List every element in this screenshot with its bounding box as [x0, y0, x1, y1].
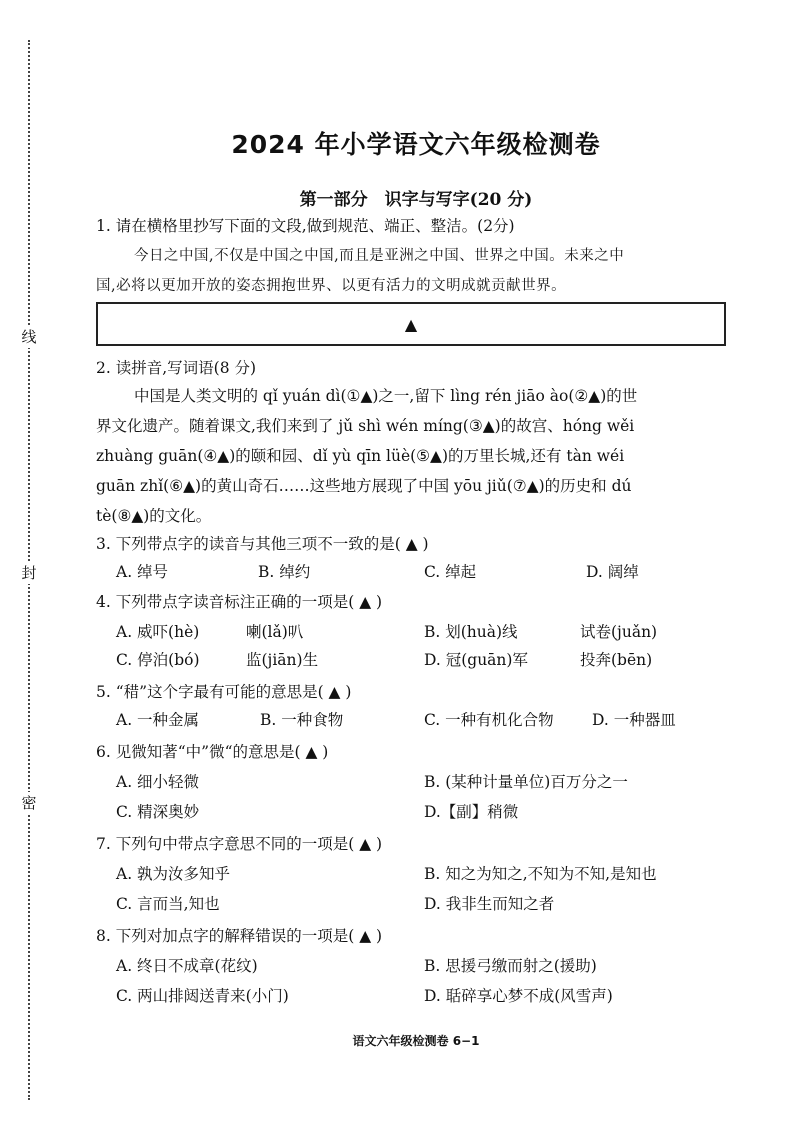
q6-option-a[interactable]: A. 细小轻微 — [116, 773, 200, 791]
q3-option-c[interactable]: C. 绰起 — [424, 563, 477, 581]
q8-stem: 8. 下列对加点字的解释错误的一项是( ▲ ) — [96, 927, 383, 945]
answer-placeholder-mark: ▲ — [404, 314, 418, 334]
q2-line-5: tè(⑧▲)的文化。 — [96, 507, 212, 525]
binding-label-line: 线 — [18, 326, 40, 348]
page-footer: 语文六年级检测卷 6−1 — [352, 1034, 480, 1048]
binding-label-secret: 密 — [18, 792, 40, 814]
q7-option-a[interactable]: A. 孰为汝多知乎 — [116, 865, 231, 883]
q5-option-a[interactable]: A. 一种金属 — [116, 711, 200, 729]
q8-option-b[interactable]: B. 思援弓缴而射之(援助) — [424, 957, 597, 975]
q3-option-b[interactable]: B. 绰约 — [258, 563, 311, 581]
q3-stem: 3. 下列带点字的读音与其他三项不一致的是( ▲ ) — [96, 535, 429, 553]
q2-line-2: 界文化遗产。随着课文,我们来到了 jǔ shì wén míng(③▲)的故宫、hóng wěi — [96, 417, 635, 435]
q5-option-b[interactable]: B. 一种食物 — [260, 711, 344, 729]
q1-answer-box[interactable] — [96, 302, 726, 346]
q6-option-b[interactable]: B. (某种计量单位)百万分之一 — [424, 773, 628, 791]
q4-option-a[interactable]: A. 威吓(hè) — [116, 623, 200, 641]
q8-option-c[interactable]: C. 两山排闼送青来(小门) — [116, 987, 289, 1005]
q6-option-d[interactable]: D.【副】稍微 — [424, 803, 519, 821]
q8-option-d[interactable]: D. 聒碎享心梦不成(风雪声) — [424, 987, 613, 1005]
q3-option-d[interactable]: D. 阔绰 — [586, 563, 639, 581]
q7-option-c[interactable]: C. 言而当,知也 — [116, 895, 220, 913]
q5-stem: 5. “稓”这个字最有可能的意思是( ▲ ) — [96, 683, 352, 701]
q4-option-d[interactable]: D. 冠(guān)军 — [424, 651, 528, 669]
q5-option-d[interactable]: D. 一种器皿 — [592, 711, 676, 729]
q6-stem: 6. 见微知著“中”微“的意思是( ▲ ) — [96, 743, 329, 761]
q1-passage-line1: 今日之中国,不仅是中国之中国,而且是亚洲之中国、世界之中国。未来之中 — [134, 248, 625, 264]
binding-label-seal: 封 — [18, 562, 40, 584]
q3-option-a[interactable]: A. 绰号 — [116, 563, 169, 581]
q4-option-a2: 喇(lǎ)叭 — [246, 623, 304, 641]
q7-stem: 7. 下列句中带点字意思不同的一项是( ▲ ) — [96, 835, 383, 853]
q7-option-b[interactable]: B. 知之为知之,不知为不知,是知也 — [424, 865, 657, 883]
q5-option-c[interactable]: C. 一种有机化合物 — [424, 711, 554, 729]
q8-option-a[interactable]: A. 终日不成章(花纹) — [116, 957, 258, 975]
q4-option-c[interactable]: C. 停泊(bó) — [116, 651, 200, 669]
q6-option-c[interactable]: C. 精深奥妙 — [116, 803, 200, 821]
q4-option-c2: 监(jiān)生 — [246, 651, 319, 669]
section-heading: 第一部分 识字与写字(20 分) — [299, 190, 533, 210]
q7-option-d[interactable]: D. 我非生而知之者 — [424, 895, 555, 913]
q1-passage-line2: 国,必将以更加开放的姿态拥抱世界、以更有活力的文明成就贡献世界。 — [96, 278, 567, 294]
q4-stem: 4. 下列带点字读音标注正确的一项是( ▲ ) — [96, 593, 383, 611]
q2-line-1: 中国是人类文明的 qǐ yuán dì(①▲)之一,留下 lìng rén jiāo ào(②▲)的世 — [134, 387, 638, 405]
q2-line-3: zhuàng guān(④▲)的颐和园、dǐ yù qīn lüè(⑤▲)的万里长城,还有 tàn wéi — [96, 447, 625, 465]
q4-option-d2: 投奔(bēn) — [580, 651, 653, 669]
exam-title: 2024 年小学语文六年级检测卷 — [231, 130, 601, 159]
q4-option-b2: 试卷(juǎn) — [580, 623, 658, 641]
q1-stem: 1. 请在横格里抄写下面的文段,做到规范、端正、整洁。(2分) — [96, 217, 515, 235]
q2-stem: 2. 读拼音,写词语(8 分) — [96, 359, 257, 377]
q4-option-b[interactable]: B. 划(huà)线 — [424, 623, 518, 641]
q2-line-4: guān zhǐ(⑥▲)的黄山奇石……这些地方展现了中国 yōu jiǔ(⑦▲)的历史和 dú — [96, 477, 632, 495]
